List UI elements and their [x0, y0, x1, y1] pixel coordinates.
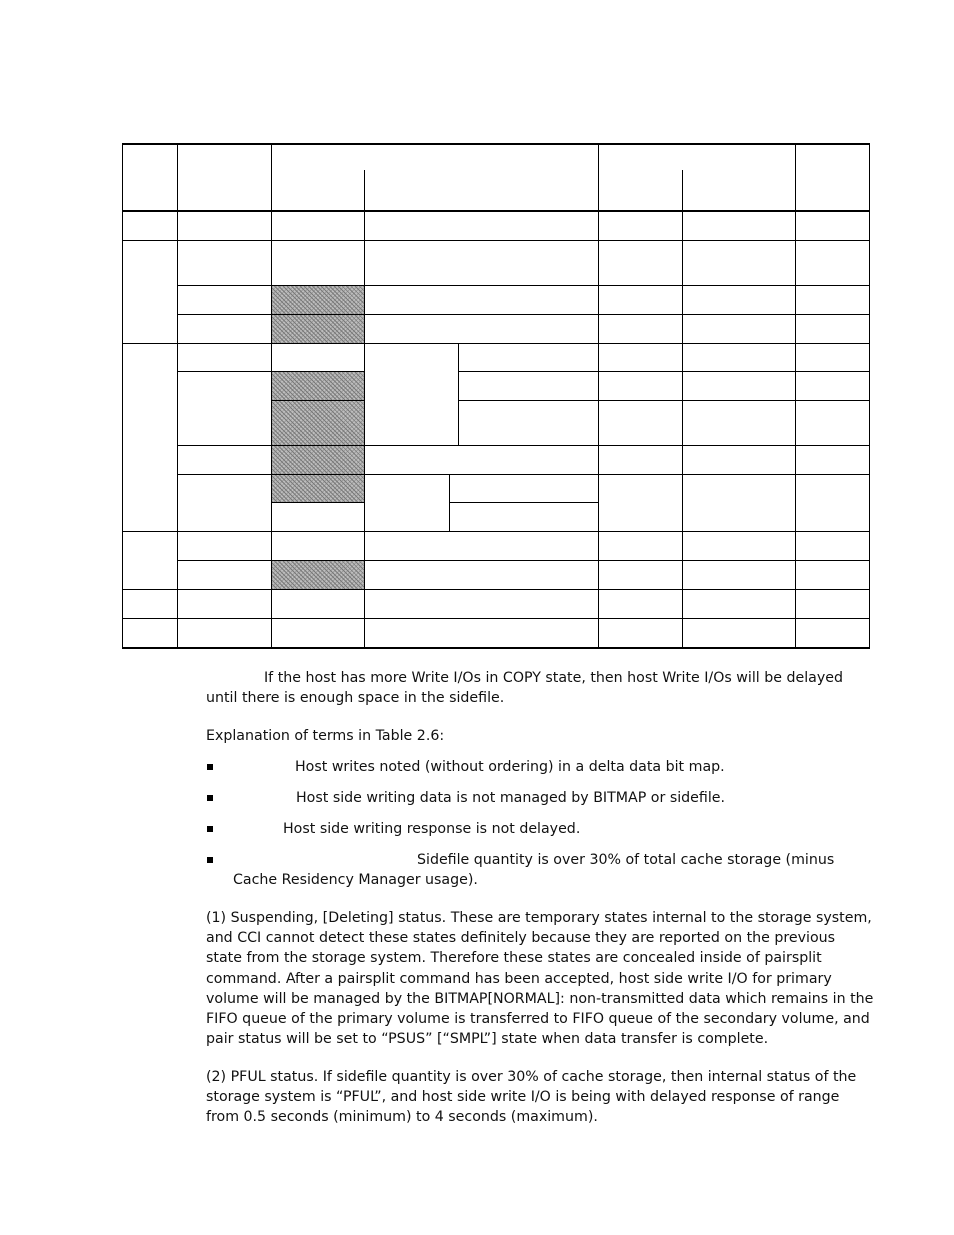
row-line	[271, 502, 365, 503]
column-line	[364, 170, 365, 648]
bullet-marker	[207, 795, 213, 801]
row-line	[177, 314, 870, 315]
column-line	[795, 144, 796, 648]
row-line	[122, 240, 870, 241]
column-line	[271, 144, 272, 648]
paragraph-line: volume will be managed by the BITMAP[NORMAL]: non-transmitted data which remains in the	[206, 991, 874, 1007]
column-line	[682, 170, 683, 648]
shaded-cell	[272, 315, 364, 343]
table-right-border	[869, 144, 870, 648]
paragraph-line: state from the storage system. Therefore these states are concealed inside of pairsplit	[206, 950, 822, 966]
paragraph-line: storage system is “PFUL”, and host side write I/O is being with delayed response of range	[206, 1089, 840, 1105]
paragraph-line: from 0.5 seconds (minimum) to 4 seconds (maximum).	[206, 1109, 598, 1125]
bullet-marker	[207, 826, 213, 832]
column-line	[598, 144, 599, 648]
row-line	[458, 400, 870, 401]
bullet-text: Host side writing data is not managed by BITMAP or sidefile.	[296, 790, 725, 806]
bullet-marker	[207, 764, 213, 770]
column-line	[458, 343, 459, 446]
bullet-text: Sidefile quantity is over 30% of total cache storage (minus	[417, 852, 835, 868]
table-left-border	[122, 144, 123, 648]
row-line	[122, 343, 870, 344]
row-line	[450, 502, 598, 503]
shaded-cell	[272, 286, 364, 314]
paragraph-line: FIFO queue of the primary volume is transferred to FIFO queue of the secondary volume, and	[206, 1011, 870, 1027]
bullet-text: Host side writing response is not delayed.	[283, 821, 581, 837]
row-line	[177, 445, 870, 446]
row-line	[177, 285, 870, 286]
bullet-text: Host writes noted (without ordering) in a delta data bit map.	[295, 759, 725, 775]
shaded-cell	[272, 401, 364, 445]
paragraph-line: (2) PFUL status. If sidefile quantity is over 30% of cache storage, then internal status of the	[206, 1069, 857, 1085]
shaded-cell	[272, 446, 364, 474]
row-line	[122, 618, 870, 619]
paragraph-line: (1) Suspending, [Deleting] status. These are temporary states internal to the storage system,	[206, 910, 872, 926]
header-separator	[122, 210, 870, 212]
paragraph-line: command. After a pairsplit command has been accepted, host side write I/O for primary	[206, 971, 832, 987]
table-footnote-line1: If the host has more Write I/Os in COPY state, then host Write I/Os will be delayed	[264, 670, 843, 686]
row-line	[177, 560, 870, 561]
table-footnote-line2: until there is enough space in the sidefile.	[206, 690, 505, 706]
row-line	[177, 474, 870, 475]
explanation-heading: Explanation of terms in Table 2.6:	[206, 728, 445, 744]
table-top-border	[122, 143, 870, 145]
shaded-cell	[272, 561, 364, 589]
shaded-cell	[272, 372, 364, 400]
bullet-marker	[207, 857, 213, 863]
row-line	[122, 589, 870, 590]
shaded-cell	[272, 475, 364, 502]
paragraph-line: and CCI cannot detect these states definitely because they are reported on the previous	[206, 930, 836, 946]
row-line	[271, 400, 365, 401]
table-bottom-border	[122, 647, 870, 649]
row-line	[122, 531, 870, 532]
column-line	[177, 144, 178, 648]
bullet-text-continuation: Cache Residency Manager usage).	[233, 872, 478, 888]
row-line	[458, 371, 870, 372]
paragraph-line: pair status will be set to “PSUS” [“SMPL”] state when data transfer is complete.	[206, 1031, 769, 1047]
column-line	[449, 474, 450, 532]
